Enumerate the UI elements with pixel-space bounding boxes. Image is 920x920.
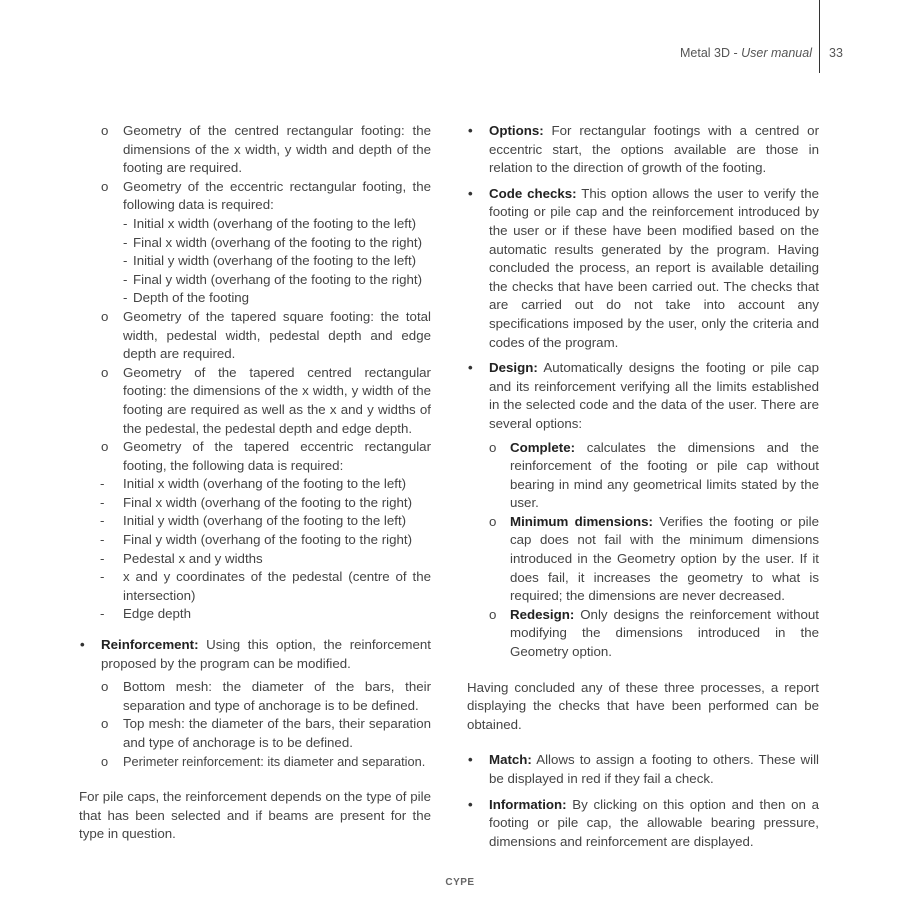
list-item: • Reinforcement: Using this option, the reinforcement proposed by the program can be modified. o Bottom mesh: the diameter of the bars, their separation and type of anchorage is to be defined. o Top mesh: the diameter of the bars, their separation and type of anchorage is to be defined. o Perimeter reinforcement: its diameter and separation. bbox=[79, 636, 431, 771]
eccentric-data-list bbox=[123, 215, 431, 308]
list-item: • Design: Automatically designs the footing or pile cap and its reinforcement verifying all the limits established in the selected code and the data of the user. There are several options: o Complete: calculates the dimensions and the reinforcement of the footing or pile cap without bearing in mind any geometrical limits stated by the user. o Minimum dimensions: Verifies the footing or pile cap does not fail with the minimum dimensions introduced in the Geometry option by the user. If it does fail, it increases the geometry to what is required; the dimensions are never decreased. o Redesign: Only designs the reinforcement without modifying the dimensions introduced in the Geometry option. bbox=[467, 359, 819, 662]
list-item: - Initial y width (overhang of the footing to the left) bbox=[123, 252, 431, 271]
list-item: • Options: For rectangular footings with a centred or eccentric start, the options available are those in relation to the direction of growth of the footing. bbox=[467, 122, 819, 178]
header-divider bbox=[819, 0, 820, 73]
list-item: o Geometry of the eccentric rectangular footing, the following data is required: - Initial x width (overhang of the footing to the left) - Final x width (overhang of the footing to the right) - Initial y width (overhang of the footing to the left) - Final y width (overhang of the footing to the right) - Depth of the footing bbox=[79, 178, 431, 308]
redesign-label: Redesign: bbox=[510, 606, 575, 622]
page-number: 33 bbox=[829, 46, 843, 60]
list-item: - Initial x width (overhang of the footing to the left) bbox=[79, 475, 431, 494]
list-item: - Depth of the footing bbox=[123, 289, 431, 308]
pile-caps-paragraph: For pile caps, the reinforcement depends on the type of pile that has been selected and if beams are present for the type in question. bbox=[79, 789, 431, 842]
geometry-list bbox=[79, 122, 431, 475]
list-item: - Final y width (overhang of the footing to the right) bbox=[123, 271, 431, 290]
list-item: • Information: By clicking on this option and then on a footing or pile cap, the allowable bearing pressure, dimensions and reinforcement are displayed. bbox=[467, 796, 819, 852]
minimum-dimensions-label: Minimum dimensions: bbox=[510, 513, 653, 529]
right-column bbox=[467, 122, 819, 851]
running-title: Metal 3D - User manual bbox=[679, 46, 812, 60]
list-item: o Redesign: Only designs the reinforcement without modifying the dimensions introduced in the Geometry option. bbox=[467, 606, 819, 662]
list-item: - Pedestal x and y widths bbox=[79, 550, 431, 569]
list-item: • Code checks: This option allows the user to verify the footing or pile cap and the reinforcement introduced by the user or if these have been modified based on the automatic results generated by the program. Having concluded the process, an report is available detailing the checks that have been carried out. The checks that are carried out do not take into account any specifications imposed by the user, only the criteria and codes of the program. bbox=[467, 185, 819, 352]
options-label: Options: bbox=[489, 123, 544, 138]
list-item: - x and y coordinates of the pedestal (centre of the intersection) bbox=[79, 568, 431, 605]
list-item: o Bottom mesh: the diameter of the bars, their separation and type of anchorage is to be defined. bbox=[79, 678, 431, 715]
report-paragraph: Having concluded any of these three processes, a report displaying the checks that have been performed can be obtained. bbox=[467, 679, 819, 732]
list-item: o Geometry of the tapered centred rectangular footing: the dimensions of the x width, y width of the footing are required as well as the x and y widths of the pedestal, the pedestal depth and edge depth. bbox=[79, 364, 431, 438]
design-options-list bbox=[467, 439, 819, 662]
list-item: o Geometry of the tapered square footing: the total width, pedestal width, pedestal depth and edge depth are required. bbox=[79, 308, 431, 364]
list-item: • Match: Allows to assign a footing to others. These will be displayed in red if they fail a check. bbox=[467, 751, 819, 788]
left-column bbox=[79, 122, 431, 844]
list-item: - Final x width (overhang of the footing to the right) bbox=[79, 494, 431, 513]
code-checks-label: Code checks: bbox=[489, 185, 577, 201]
complete-label: Complete: bbox=[510, 439, 576, 455]
list-item: - Final y width (overhang of the footing to the right) bbox=[79, 531, 431, 550]
reinforcement-section bbox=[79, 636, 431, 771]
match-info-list bbox=[467, 751, 819, 851]
footer-brand: CYPE bbox=[445, 877, 475, 888]
list-item: - Edge depth bbox=[79, 605, 431, 624]
list-item: - Final x width (overhang of the footing to the right) bbox=[123, 234, 431, 253]
list-item: o Minimum dimensions: Verifies the footing or pile cap does not fail with the minimum dimensions introduced in the Geometry option by the user. If it does fail, it increases the geometry to what is required; the dimensions are never decreased. bbox=[467, 513, 819, 606]
match-label: Match: bbox=[489, 752, 532, 768]
list-item: o Top mesh: the diameter of the bars, their separation and type of anchorage is to be defined. bbox=[79, 715, 431, 752]
reinforcement-label: Reinforcement: bbox=[101, 637, 199, 653]
information-label: Information: bbox=[489, 796, 567, 812]
list-item: o Geometry of the centred rectangular footing: the dimensions of the x width, y width and depth of the footing are required. bbox=[79, 122, 431, 178]
list-item: o Perimeter reinforcement: its diameter and separation. bbox=[79, 753, 431, 772]
tapered-data-list bbox=[79, 475, 431, 624]
running-title-italic: User manual bbox=[741, 46, 812, 60]
page-header bbox=[0, 0, 920, 80]
list-item: - Initial y width (overhang of the footing to the left) bbox=[79, 512, 431, 531]
design-label: Design: bbox=[489, 360, 538, 376]
reinforcement-list bbox=[79, 678, 431, 771]
list-item: o Complete: calculates the dimensions and the reinforcement of the footing or pile cap without bearing in mind any geometrical limits stated by the user. bbox=[467, 439, 819, 513]
list-item: o Geometry of the tapered eccentric rectangular footing, the following data is required: bbox=[79, 438, 431, 475]
list-item: - Initial x width (overhang of the footing to the left) bbox=[123, 215, 431, 234]
options-list bbox=[467, 122, 819, 662]
